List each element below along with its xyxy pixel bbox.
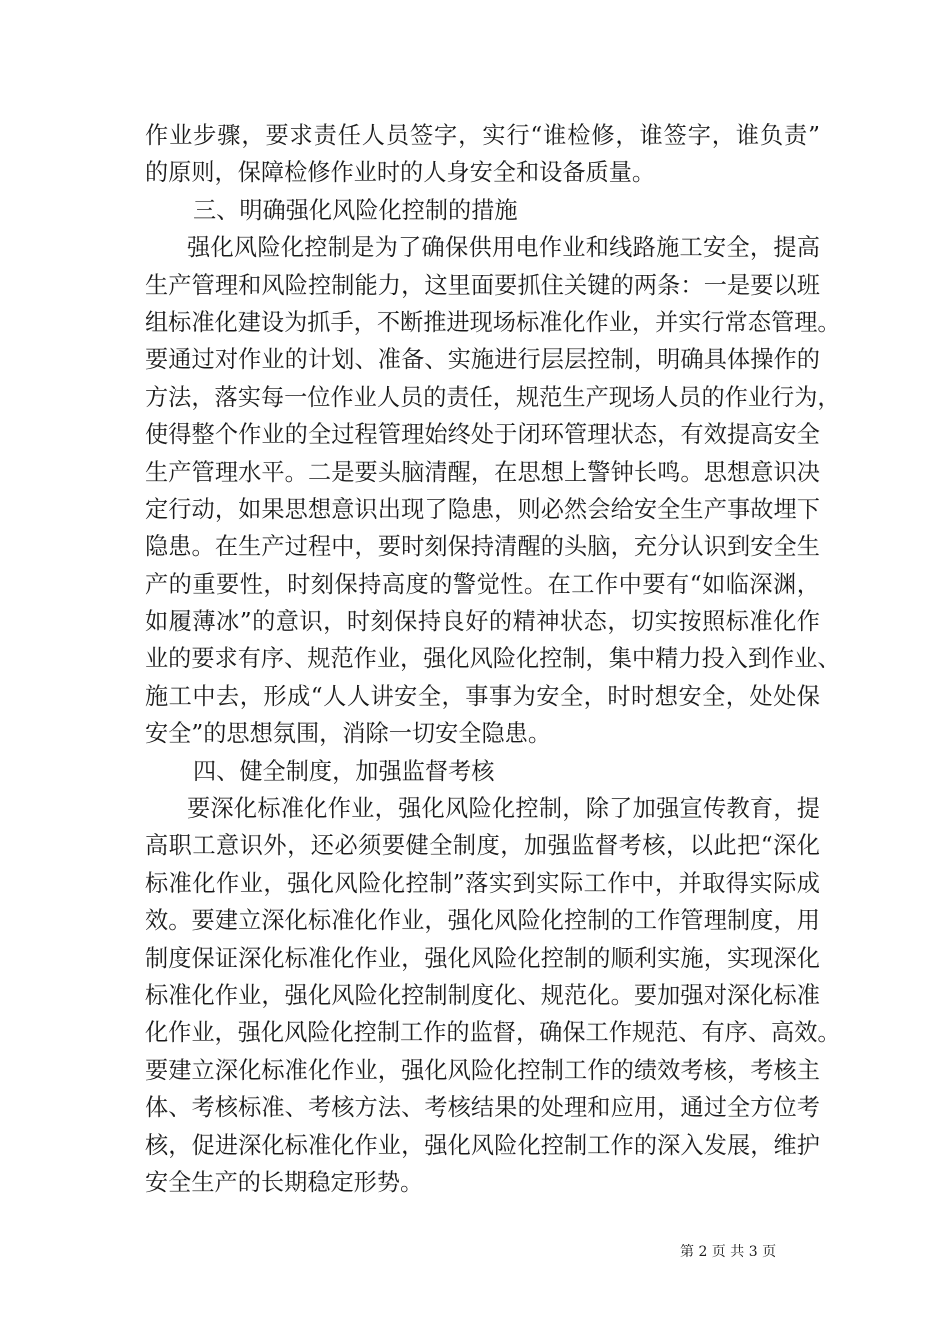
- text-line: 生产管理水平。二是要头脑清醒，在思想上警钟长鸣。思想意识决: [145, 458, 820, 486]
- page-number: 第 2 页 共 3 页: [680, 1244, 777, 1260]
- section-heading-text: 四、健全制度，加强监督考核: [193, 757, 495, 785]
- text-line: 施工中去，形成“人人讲安全，事事为安全，时时想安全，处处保: [145, 682, 820, 710]
- text-line: 安全”的思想氛围，消除一切安全隐患。: [145, 720, 552, 748]
- text-line: 核，促进深化标准化作业，强化风险化控制工作的深入发展，维护: [145, 1131, 820, 1159]
- section-heading-text: 三、明确强化风险化控制的措施: [193, 196, 518, 224]
- text-line: 制度保证深化标准化作业，强化风险化控制的顺利实施，实现深化: [145, 944, 820, 972]
- text-line: 体、考核标准、考核方法、考核结果的处理和应用，通过全方位考: [145, 1094, 820, 1122]
- text-line: 强化风险化控制是为了确保供用电作业和线路施工安全，提高: [187, 234, 820, 262]
- text-line: 化作业，强化风险化控制工作的监督，确保工作规范、有序、高效。: [145, 1019, 841, 1047]
- text-line: 产的重要性，时刻保持高度的警觉性。在工作中要有“如临深渊，: [145, 570, 820, 598]
- text-line: 如履薄冰”的意识，时刻保持良好的精神状态，切实按照标准化作: [145, 608, 820, 636]
- text-line: 隐患。在生产过程中，要时刻保持清醒的头脑，充分认识到安全生: [145, 533, 820, 561]
- text-line: 要深化标准化作业，强化风险化控制，除了加强宣传教育，提: [187, 795, 820, 823]
- text-line: 要建立深化标准化作业，强化风险化控制工作的绩效考核，考核主: [145, 1056, 820, 1084]
- text-line: 标准化作业，强化风险化控制”落实到实际工作中，并取得实际成: [145, 869, 820, 897]
- text-line: 使得整个作业的全过程管理始终处于闭环管理状态，有效提高安全: [145, 421, 820, 449]
- text-line: 的原则，保障检修作业时的人身安全和设备质量。: [145, 159, 656, 187]
- paragraph: [145, 790, 841, 1201]
- text-line: 效。要建立深化标准化作业，强化风险化控制的工作管理制度，用: [145, 907, 820, 935]
- text-line: 高职工意识外，还必须要健全制度，加强监督考核，以此把“深化: [145, 832, 820, 860]
- text-line: 业的要求有序、规范作业，强化风险化控制，集中精力投入到作业、: [145, 645, 841, 673]
- text-line: 组标准化建设为抓手，不断推进现场标准化作业，并实行常态管理。: [145, 308, 841, 336]
- paragraph: [145, 229, 841, 752]
- section-heading: [145, 192, 820, 229]
- text-line: 方法，落实每一位作业人员的责任，规范生产现场人员的作业行为，: [145, 383, 841, 411]
- paragraph: [145, 117, 820, 192]
- text-line: 安全生产的长期稳定形势。: [145, 1168, 424, 1196]
- text-line: 作业步骤，要求责任人员签字，实行“谁检修，谁签字，谁负责”: [145, 122, 820, 149]
- section-heading: [145, 753, 820, 790]
- document-body: [145, 117, 841, 1201]
- text-line: 生产管理和风险控制能力，这里面要抓住关键的两条：一是要以班: [145, 271, 820, 299]
- text-line: 要通过对作业的计划、准备、实施进行层层控制，明确具体操作的: [145, 346, 820, 374]
- text-line: 标准化作业，强化风险化控制制度化、规范化。要加强对深化标准: [145, 981, 820, 1009]
- text-line: 定行动，如果思想意识出现了隐患，则必然会给安全生产事故埋下: [145, 495, 820, 523]
